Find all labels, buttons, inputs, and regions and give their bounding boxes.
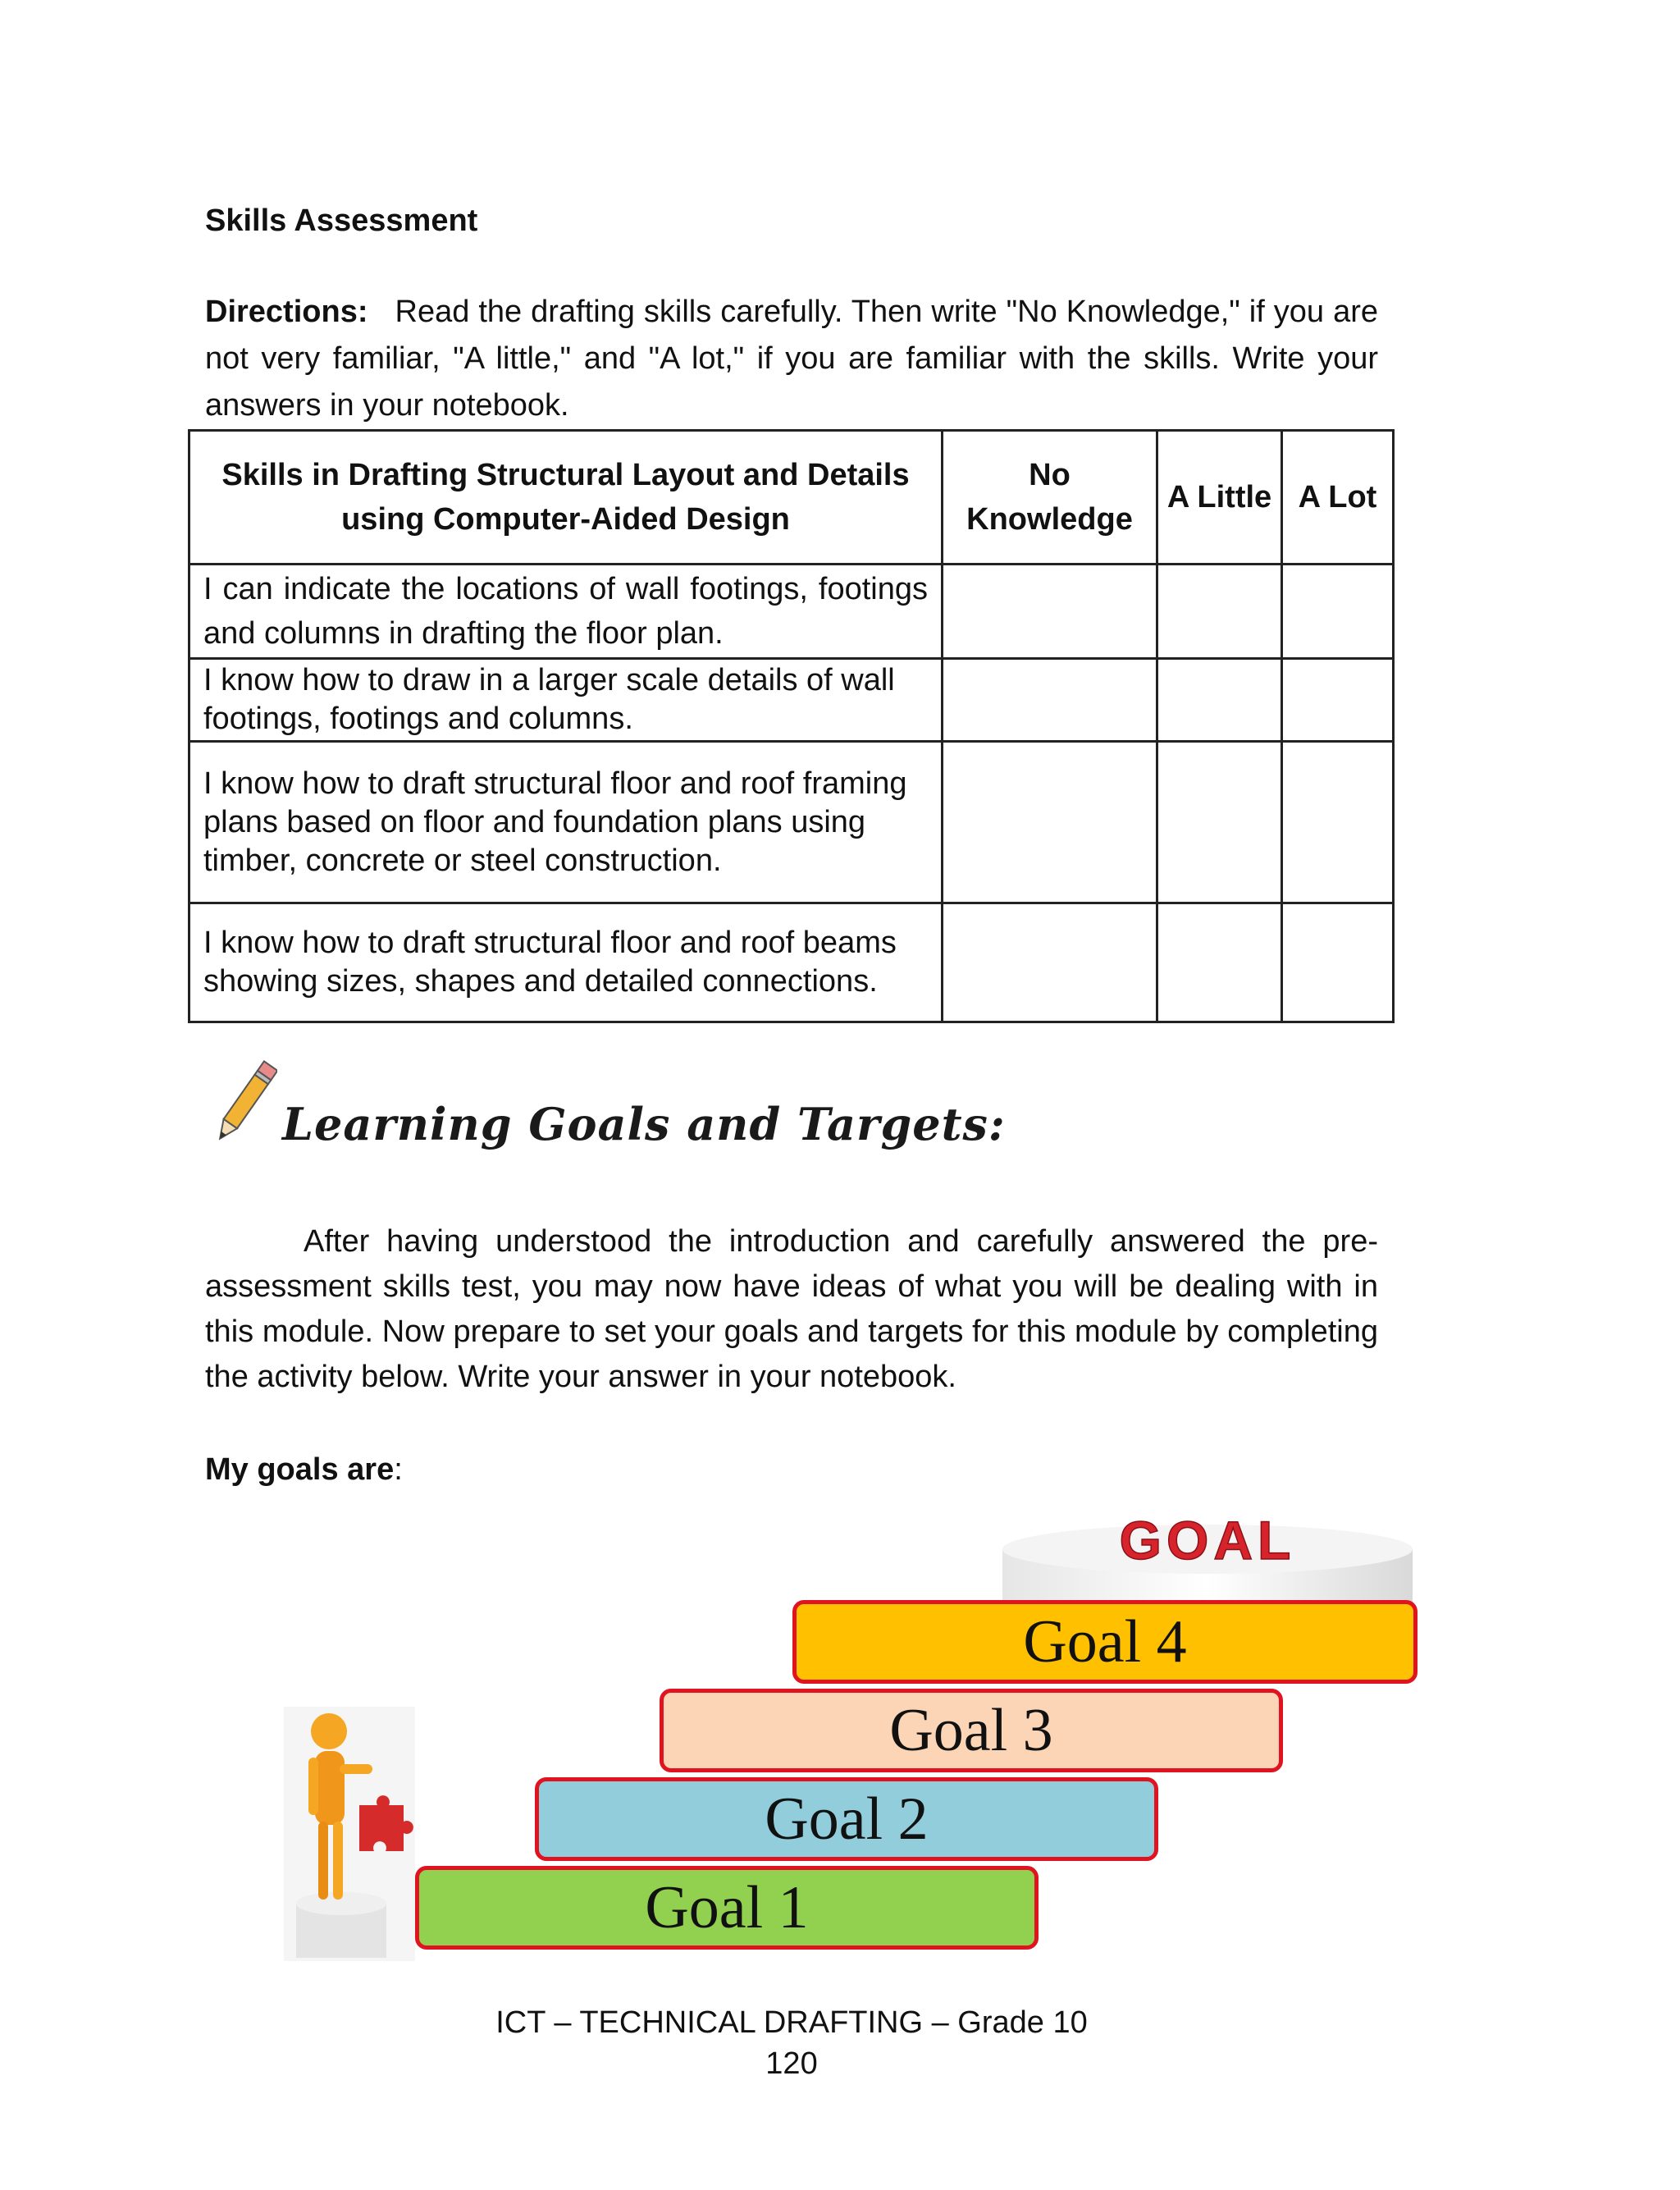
goal-2-bar <box>535 1777 1158 1861</box>
my-goals-label-text: My goals are <box>205 1452 395 1487</box>
answer-cell-no-knowledge <box>943 565 1157 659</box>
goal-3-label: Goal 3 <box>889 1696 1053 1764</box>
answer-cell-a-little <box>1157 659 1282 742</box>
directions-label: Directions: <box>205 295 368 329</box>
goal-pedestal-text: GOAL <box>1119 1516 1296 1570</box>
goal-pedestal-image <box>1002 1516 1413 1607</box>
skills-table <box>188 429 1395 1023</box>
goal-1-bar <box>415 1866 1039 1950</box>
skill-cell: I can indicate the locations of wall footings, footings and columns in drafting the floor plan. <box>189 565 943 659</box>
person-with-puzzle-image <box>284 1707 415 1961</box>
directions-paragraph <box>205 289 1378 429</box>
pencil-icon <box>212 1054 277 1153</box>
table-row <box>189 903 1394 1022</box>
footer-title: ICT – TECHNICAL DRAFTING – Grade 10 <box>495 2005 1088 2040</box>
my-goals-label <box>205 1452 403 1488</box>
learning-goals-title: Learning Goals and Targets: <box>282 1098 1006 1150</box>
goal-4-bar <box>792 1600 1418 1684</box>
my-goals-colon: : <box>394 1452 403 1487</box>
answer-cell-no-knowledge <box>943 659 1157 742</box>
answer-cell-a-little <box>1157 565 1282 659</box>
answer-cell-a-little <box>1157 742 1282 903</box>
learning-goals-paragraph <box>205 1219 1378 1400</box>
table-row <box>189 659 1394 742</box>
page-number: 120 <box>765 2046 818 2081</box>
header-a-lot: A Lot <box>1282 431 1394 565</box>
header-no-knowledge: No Knowledge <box>943 431 1157 565</box>
answer-cell-no-knowledge <box>943 903 1157 1022</box>
goal-4-label: Goal 4 <box>1023 1607 1187 1676</box>
header-a-little: A Little <box>1157 431 1282 565</box>
answer-cell-no-knowledge <box>943 742 1157 903</box>
skill-cell: I know how to draft structural floor and roof beams showing sizes, shapes and detailed connections. <box>189 903 943 1022</box>
answer-cell-a-little <box>1157 903 1282 1022</box>
answer-cell-a-lot <box>1282 903 1394 1022</box>
table-header-row <box>189 431 1394 565</box>
answer-cell-a-lot <box>1282 659 1394 742</box>
page-footer <box>0 2002 1583 2084</box>
skill-cell: I know how to draft structural floor and roof framing plans based on floor and foundation plans using timber, concrete or steel construction. <box>189 742 943 903</box>
table-row <box>189 565 1394 659</box>
goal-3-bar <box>660 1689 1283 1772</box>
directions-text: Read the drafting skills carefully. Then write "No Knowledge," if you are not very familiar, "A little," and "A lot," if you are familiar with the skills. Write your answers in your notebook. <box>205 295 1378 423</box>
skill-cell: I know how to draw in a larger scale details of wall footings, footings and columns. <box>189 659 943 742</box>
header-skill: Skills in Drafting Structural Layout and Details using Computer-Aided Design <box>189 431 943 565</box>
answer-cell-a-lot <box>1282 565 1394 659</box>
table-row <box>189 742 1394 903</box>
learning-goals-text: After having understood the introduction and carefully answered the pre- assessment skills test, you may now have ideas of what you will be dealing with in this module. Now prepare to set your goals and targets for this module by completing the activity below. Write your answer in your notebook. <box>205 1224 1378 1394</box>
answer-cell-a-lot <box>1282 742 1394 903</box>
section-heading: Skills Assessment <box>205 203 478 238</box>
goal-2-label: Goal 2 <box>765 1785 929 1853</box>
goal-1-label: Goal 1 <box>645 1873 809 1941</box>
